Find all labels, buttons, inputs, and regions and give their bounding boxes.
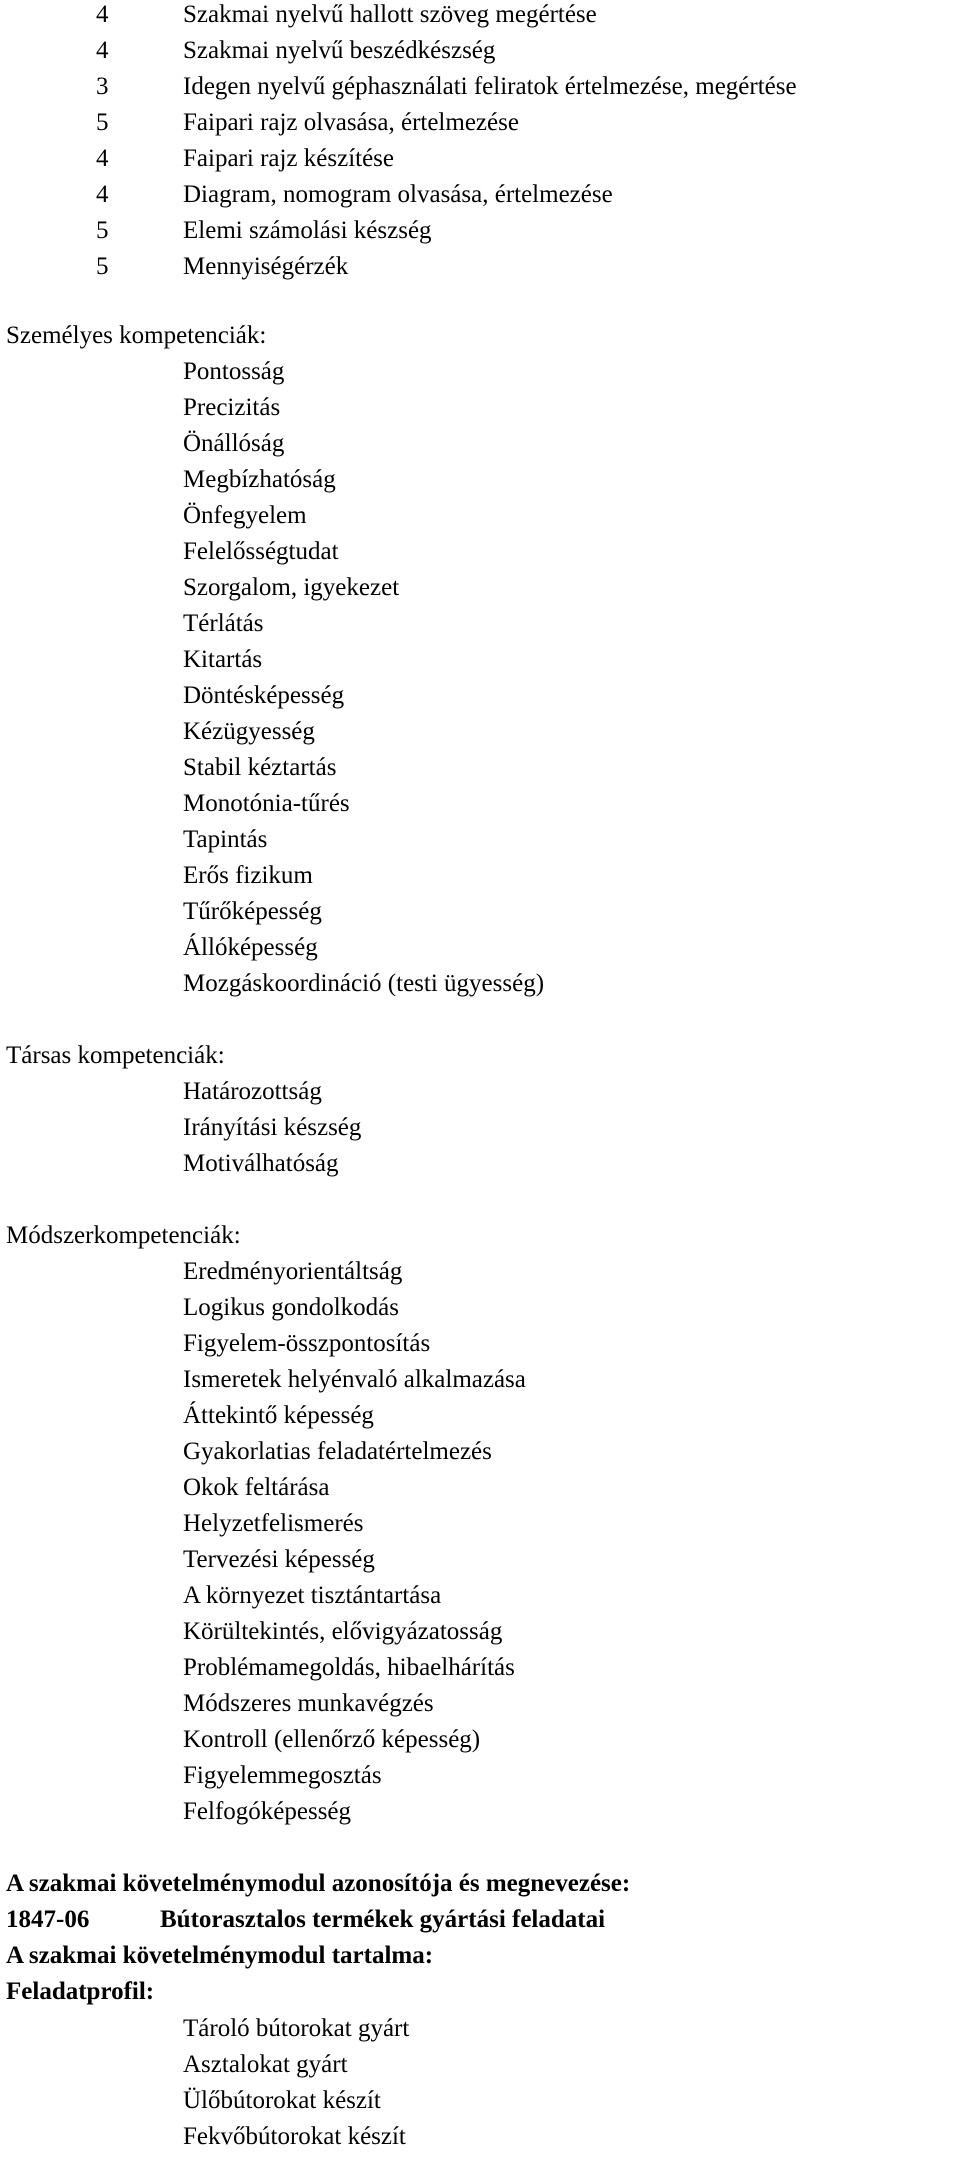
method-item: Áttekintő képesség	[183, 1402, 374, 1429]
module-id-heading: A szakmai követelménymodul azonosítója és megnevezése:	[6, 1870, 631, 1897]
method-competencies-heading: Módszerkompetenciák:	[6, 1222, 241, 1249]
skill-text: Faipari rajz olvasása, értelmezése	[183, 109, 519, 136]
personal-item: Önfegyelem	[183, 502, 307, 529]
method-item: Eredményorientáltság	[183, 1258, 403, 1285]
social-item: Motiválhatóság	[183, 1150, 339, 1177]
personal-item: Kitartás	[183, 646, 263, 673]
personal-item: Mozgáskoordináció (testi ügyesség)	[183, 970, 545, 997]
skill-level: 4	[96, 145, 109, 172]
method-item: A környezet tisztántartása	[183, 1582, 442, 1609]
skill-text: Faipari rajz készítése	[183, 145, 395, 172]
skill-level: 3	[96, 73, 109, 100]
task-item: Ülőbútorokat készít	[183, 2087, 381, 2114]
method-item: Problémamegoldás, hibaelhárítás	[183, 1654, 515, 1681]
skill-text: Elemi számolási készség	[183, 217, 432, 244]
method-item: Ismeretek helyénvaló alkalmazása	[183, 1366, 526, 1393]
task-profile-heading: Feladatprofil:	[6, 1978, 155, 2005]
skill-level: 4	[96, 181, 109, 208]
method-item: Gyakorlatias feladatértelmezés	[183, 1438, 492, 1465]
method-item: Logikus gondolkodás	[183, 1294, 399, 1321]
personal-item: Stabil kéztartás	[183, 754, 337, 781]
social-competencies-heading: Társas kompetenciák:	[6, 1042, 225, 1069]
method-item: Helyzetfelismerés	[183, 1510, 364, 1537]
skill-text: Szakmai nyelvű hallott szöveg megértése	[183, 1, 597, 28]
task-item: Tároló bútorokat gyárt	[183, 2015, 410, 2042]
personal-item: Önállóság	[183, 430, 285, 457]
personal-item: Térlátás	[183, 610, 264, 637]
module-name: Bútorasztalos termékek gyártási feladatai	[160, 1906, 606, 1933]
skill-text: Mennyiségérzék	[183, 253, 349, 280]
personal-item: Döntésképesség	[183, 682, 345, 709]
method-item: Figyelem-összpontosítás	[183, 1330, 431, 1357]
personal-item: Precizitás	[183, 394, 281, 421]
skill-level: 4	[96, 1, 109, 28]
personal-item: Felelősségtudat	[183, 538, 339, 565]
skill-level: 4	[96, 37, 109, 64]
method-item: Kontroll (ellenőrző képesség)	[183, 1726, 481, 1753]
skill-text: Diagram, nomogram olvasása, értelmezése	[183, 181, 613, 208]
personal-item: Szorgalom, igyekezet	[183, 574, 400, 601]
personal-item: Kézügyesség	[183, 718, 315, 745]
method-item: Körültekintés, elővigyázatosság	[183, 1618, 503, 1645]
skill-text: Szakmai nyelvű beszédkészség	[183, 37, 496, 64]
personal-item: Pontosság	[183, 358, 285, 385]
personal-competencies-heading: Személyes kompetenciák:	[6, 322, 267, 349]
personal-item: Tűrőképesség	[183, 898, 322, 925]
skill-level: 5	[96, 109, 109, 136]
task-item: Asztalokat gyárt	[183, 2051, 348, 2078]
module-code: 1847-06	[6, 1906, 90, 1933]
module-content-heading: A szakmai követelménymodul tartalma:	[6, 1942, 434, 1969]
personal-item: Monotónia-tűrés	[183, 790, 350, 817]
social-item: Irányítási készség	[183, 1114, 362, 1141]
personal-item: Tapintás	[183, 826, 268, 853]
method-item: Okok feltárása	[183, 1474, 330, 1501]
method-item: Figyelemmegosztás	[183, 1762, 382, 1789]
social-item: Határozottság	[183, 1078, 322, 1105]
personal-item: Megbízhatóság	[183, 466, 336, 493]
skill-text: Idegen nyelvű géphasználati feliratok értelmezése, megértése	[183, 73, 797, 100]
method-item: Tervezési képesség	[183, 1546, 375, 1573]
skill-level: 5	[96, 217, 109, 244]
personal-item: Állóképesség	[183, 934, 318, 961]
method-item: Felfogóképesség	[183, 1798, 352, 1825]
task-item: Fekvőbútorokat készít	[183, 2123, 406, 2150]
personal-item: Erős fizikum	[183, 862, 313, 889]
skill-level: 5	[96, 253, 109, 280]
method-item: Módszeres munkavégzés	[183, 1690, 434, 1717]
